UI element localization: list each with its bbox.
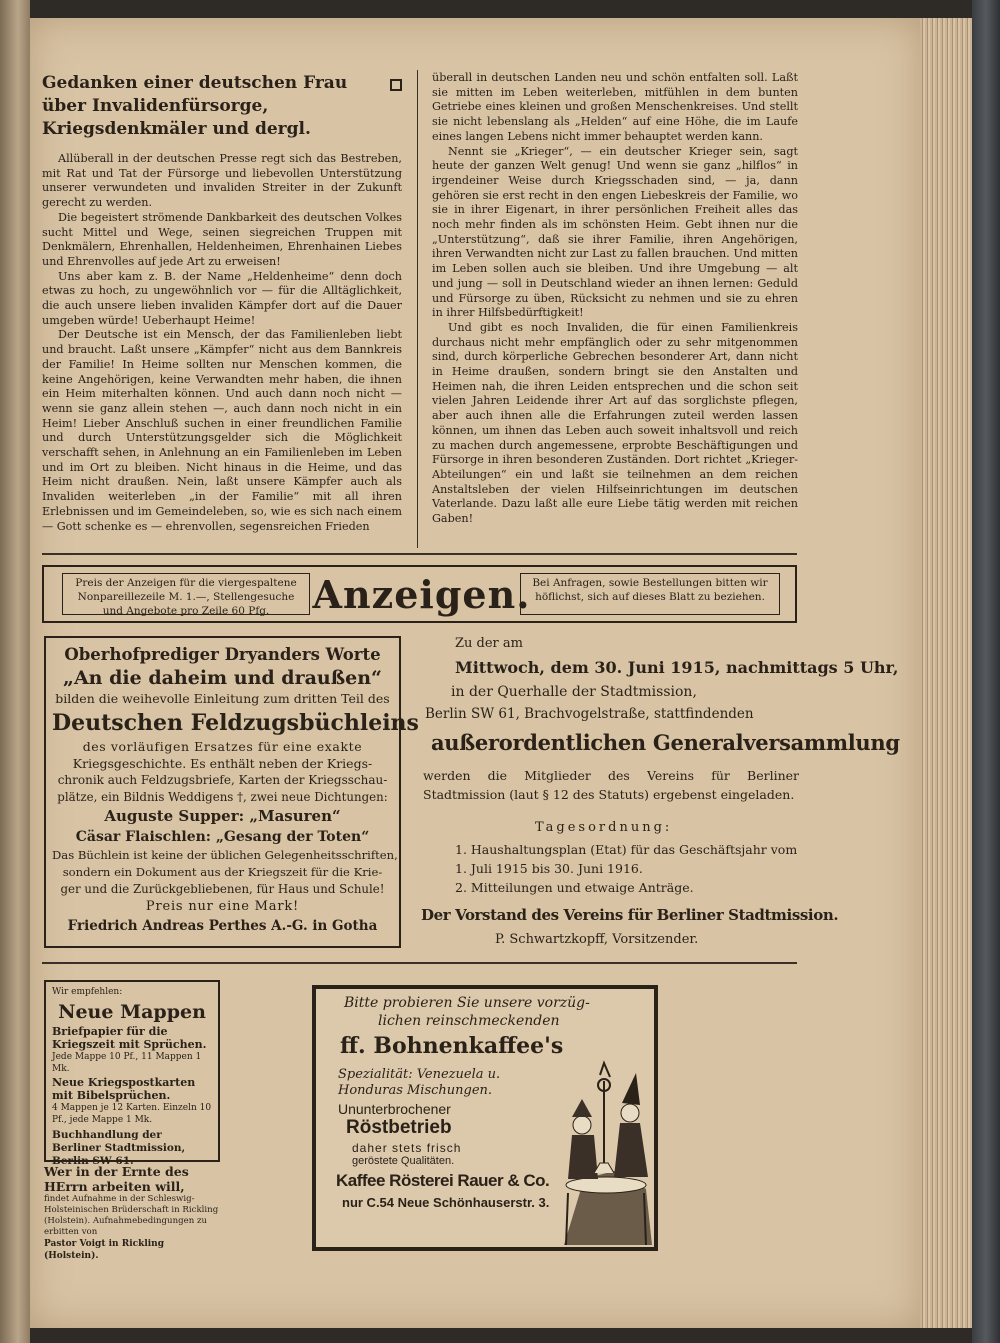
- ad-line: Jede Mappe 10 Pf., 11 Mappen 1 Mk.: [52, 1051, 202, 1074]
- ad-line: P. Schwartzkopff, Vorsitzender.: [495, 932, 699, 947]
- ad-line: Spezialität: Venezuela u.: [338, 1067, 501, 1082]
- ad-bohnenkaffee: [312, 985, 658, 1251]
- ad-line: Das Büchlein ist keine der üblichen Gelegenheitsschriften,: [52, 848, 398, 862]
- article-title-text: Gedanken einer deutschen Frau über Invalidenfürsorge, Kriegsdenkmäler und dergl.: [42, 73, 348, 139]
- ad-ernte: [44, 1164, 220, 1261]
- ad-line: lichen reinschmeckenden: [378, 1013, 560, 1029]
- left-page-edge: [0, 0, 30, 1343]
- ad-line: Neue Mappen: [58, 1000, 206, 1023]
- coffee-drinkers-illustration: [554, 1059, 654, 1245]
- ad-line: Auguste Supper: „Masuren“: [104, 807, 341, 825]
- article-column-2: [432, 71, 798, 527]
- ad-line: Wir empfehlen:: [52, 987, 123, 997]
- article-paragraph: überall in deutschen Landen neu und schön entfalten soll. Laßt sie mitten im Leben weiterleben, mitfühlen in dem bunten Getriebe eines kleinen und großen Menschenkreises. Und stellt sie nicht lebenslang als „Helden“ auf eine Höhe, die im Laufe eines langen Lebens nicht immer behauptet werden kann.: [432, 71, 798, 143]
- anzeigen-request-note: Bei Anfragen, sowie Bestellungen bitten wir höflichst, sich auf dieses Blatt zu beziehen.: [520, 573, 780, 615]
- ad-line: geröstete Qualitäten.: [352, 1155, 455, 1167]
- ad-line: Berlin SW 61, Brachvogelstraße, stattfindenden: [425, 706, 754, 722]
- ad-line: Ununterbrochener: [338, 1101, 451, 1117]
- ad-line: Kriegsgeschichte. Es enthält neben der Kriegs-: [72, 756, 373, 771]
- section-divider: [42, 962, 797, 964]
- article-paragraph: Und gibt es noch Invaliden, die für einen Familienkreis durchaus nicht mehr empfänglich oder zu sehr mitgenommen sind, durch körperliche Gebrechen besonderer Art, dann nicht in Heime draußen, sondern bringt sie den Anstalten und Heimen nah, die ihren Leiden entsprechen und die schon seit vielen Jahren Leidende ihrer Art auf das sorglichste pflegen, aber auch ihnen alle die Erfahrungen zuteil werden lassen können, um ihnen das Leben auch soweit inhaltsvoll und reich zu machen durch angemessene, erprobte Beschäftigungen und Fürsorge in ihren besonderen Zuständen. Dort richtet „Krieger-Abteilungen“ ein und laßt sie teilnehmen an dem reichen Anstaltsleben der vielen Hilfseinrichtungen im deutschen Vaterlande. Dazu laßt alle eure Liebe tätig werden mit reichen Gaben!: [432, 320, 798, 526]
- ad-line: Mittwoch, dem 30. Juni 1915, nachmittags 5 Uhr,: [455, 658, 899, 677]
- ad-line: Cäsar Flaischlen: „Gesang der Toten“: [75, 829, 370, 845]
- ad-line: Buchhandlung der Berliner Stadtmission, Berlin SW 61.: [52, 1128, 186, 1167]
- ad-line: Wer in der Ernte des HErrn arbeiten will,: [44, 1164, 189, 1194]
- article-paragraph: Allüberall in der deutschen Presse regt sich das Bestreben, mit Rat und Tat der Fürsorge und liebevollen Unterstützung unserer verwundeten und invaliden Streiter in der Zukunft gerecht zu werden.: [42, 152, 402, 210]
- ad-line: Oberhofprediger Dryanders Worte: [64, 645, 381, 664]
- article-paragraph: Die begeistert strömende Dankbarkeit des deutschen Volkes sucht Mittel und Wege, seinen siegreichen Truppen mit Denkmälern, Ehrenhallen, Heldenheimen, Ehrenhainen Liebes und Ehrenvolles auf jede Art zu erweisen!: [42, 210, 402, 268]
- anzeigen-price-note: Preis der Anzeigen für die viergespaltene Nonpareillezeile M. 1.—, Stellengesuche und Angebote pro Zeile 60 Pfg.: [62, 573, 310, 615]
- ad-line: Neue Kriegspostkarten mit Bibelsprüchen.: [52, 1075, 196, 1102]
- agenda-item: 2. Mitteilungen und etwaige Anträge.: [455, 880, 694, 895]
- ad-line: Tagesordnung:: [535, 820, 673, 835]
- ad-line: „An die daheim und draußen“: [63, 667, 382, 689]
- article-paragraph: Nennt sie „Krieger“, — ein deutscher Krieger sein, sagt heute der ganzen Welt genug! Und wenn sie ganz „hilflos“ in irgendeiner Weise durch Kriegsschaden sind, — ja, dann gehören sie erst recht in den engen Liebeskreis der Familie, wo sie in ihrer Eigenart, in ihrer persönlichen Freiheit alles das noch mehr finden als im schönsten Heim. Gebt ihnen nur die „Unterstützung“, daß sie ihrer Familie, ihren Angehörigen, ihren Verwandten nicht zur Last zu fallen brauchen. Und mitten im Leben sollen auch sie bleiben. Und ihre Umgebung — alt und jung — soll in Deutschland wieder an ihnen lernen: Geduld und Fürsorge zu üben, Rücksicht zu nehmen und sie zu ehren in ihrer Hilfsbedürftigkeit!: [432, 144, 798, 320]
- ad-line: Deutschen Feldzugsbüchleins: [52, 710, 419, 736]
- section-divider: [42, 553, 797, 555]
- article-paragraph: Uns aber kam z. B. der Name „Heldenheime“ denn doch etwas zu hoch, zu ungewöhnlich vor — für die Alltäglichkeit, die auch unsere lieben invaliden Kämpfer dort auf die Dauer umgeben würde! Ueberhaupt Heime!: [42, 269, 402, 327]
- ad-line: Zu der am: [455, 636, 523, 651]
- ad-line: Der Vorstand des Vereins für Berliner Stadtmission.: [421, 906, 839, 924]
- ad-line: chronik auch Feldzugsbriefe, Karten der Kriegsschau-: [57, 773, 388, 787]
- ad-line: daher stets frisch: [352, 1141, 462, 1155]
- ad-line: nur C.54 Neue Schönhauserstr. 3.: [342, 1195, 550, 1210]
- article-column-1: [42, 152, 402, 534]
- article-title: [42, 72, 402, 141]
- ad-line: Kaffee Rösterei Rauer & Co.: [336, 1171, 550, 1190]
- ad-line: außerordentlichen Generalversammlung: [431, 730, 900, 755]
- anzeigen-title: Anzeigen.: [312, 572, 531, 617]
- ad-line: werden die Mitglieder des Vereins für Berliner Stadtmission (laut § 12 des Statuts) ergebenst eingeladen.: [423, 768, 799, 802]
- ad-line: findet Aufnahme in der Schleswig-Holsteinischen Brüderschaft in Rickling (Holstein). Aufnahmebedingungen zu erbitten von: [44, 1194, 219, 1237]
- ad-line: Preis nur eine Mark!: [145, 899, 300, 914]
- ad-line: Röstbetrieb: [346, 1117, 452, 1138]
- ad-line: bilden die weihevolle Einleitung zum dritten Teil des: [55, 691, 390, 706]
- ad-feldzugsbuechlein: [44, 636, 419, 948]
- book-cover: [972, 0, 1000, 1343]
- square-ornament-icon: [390, 79, 402, 91]
- ad-line: Honduras Mischungen.: [338, 1083, 493, 1098]
- ad-line: ff. Bohnenkaffee's: [340, 1033, 564, 1059]
- page-edges: [920, 18, 972, 1328]
- ad-line: Pastor Voigt in Rickling (Holstein).: [44, 1239, 165, 1261]
- anzeigen-header: [42, 565, 797, 623]
- column-divider: [417, 70, 418, 548]
- ad-line: Bitte probieren Sie unsere vorzüg-: [344, 995, 590, 1011]
- ad-line: plätze, ein Bildnis Weddigens †, zwei neue Dichtungen:: [57, 790, 388, 804]
- ad-line: 4 Mappen je 12 Karten. Einzeln 10 Pf., jede Mappe 1 Mk.: [52, 1102, 212, 1125]
- ad-neue-mappen: [44, 980, 220, 1167]
- article-paragraph: Der Deutsche ist ein Mensch, der das Familienleben liebt und braucht. Laßt unsere „Kämpfer“ nicht aus dem Bannkreis der Familie! In Heime sollten nur Menschen kommen, die keine Angehörigen, keine Verwandten mehr haben, die ihnen ein Heim miterhalten können. Und auch dann noch nicht — wenn sie ganz allein stehen —, auch dann noch nicht in ein Heim! Lieber Anschluß suchen in einer freundlichen Familie und durch Unterstützungsgelder sich die Möglichkeit verschafft sehen, in Anlehnung an ein Familienleben im Leben und im Ort zu bleiben. Nicht hinaus in die Heime, und das Heim nicht draußen. Nein, laßt unsere Kämpfer auch als Invaliden weiterleben „in der Familie“ mit all ihren Erlebnissen und im Gemeindeleben, so, wie es sich nach einem — Gott schenke es — ehrenvollen, segensreichen Frieden: [42, 328, 402, 533]
- ad-line: des vorläufigen Ersatzes für eine exakte: [82, 739, 363, 754]
- agenda-item: 1. Haushaltungsplan (Etat) für das Geschäftsjahr vom 1. Juli 1915 bis 30. Juni 1916.: [455, 842, 798, 876]
- ad-generalversammlung: [415, 630, 900, 950]
- ad-line: Friedrich Andreas Perthes A.-G. in Gotha: [67, 918, 378, 934]
- ad-line: ger und die Zurückgebliebenen, für Haus und Schule!: [60, 882, 385, 896]
- ad-line: Briefpapier für die Kriegszeit mit Sprüchen.: [52, 1024, 207, 1051]
- ad-line: sondern ein Dokument aus der Kriegszeit für die Krie-: [62, 865, 383, 879]
- ad-line: in der Querhalle der Stadtmission,: [451, 684, 697, 700]
